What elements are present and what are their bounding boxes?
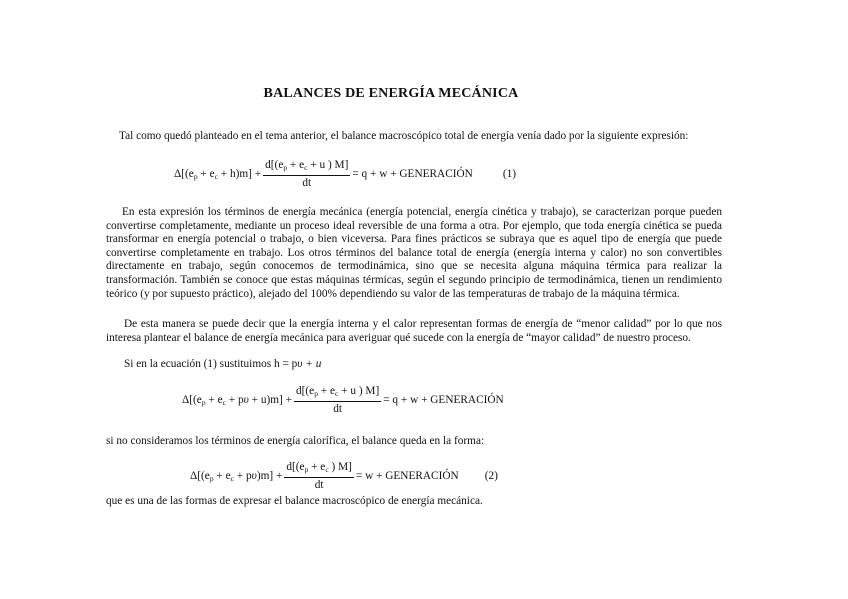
equation-2 <box>190 460 498 492</box>
eq1-left: $\Delta[(e_p + e_c + h)m]$ + <box>174 167 262 181</box>
eq3-number: (2) <box>484 470 498 482</box>
eq1-numerator: $d[(e_p + e_c + u$ ) M] <box>263 158 350 176</box>
eq1-denominator: dt <box>302 177 312 189</box>
eq3-numerator: $d[(e_p + e_c$ ) M] <box>284 460 354 478</box>
eq3-fraction <box>284 460 354 492</box>
eq3-right: = w + GENERACIÓN <box>355 470 459 482</box>
paragraph-conclusion: que es una de las formas de expresar el balance macroscópico de energía mecánica. <box>106 495 483 507</box>
paragraph-quality: De esta manera se puede decir que la energía interna y el calor representan formas de energía de “menor calidad” por lo que nos interesa plantear el balance de energía mecánica para averiguar qué sucede con la energía de “mayor calidad” de nuestro proceso. <box>106 318 722 344</box>
eq2-denominator: dt <box>333 403 342 415</box>
page-title: BALANCES DE ENERGÍA MECÁNICA <box>263 86 519 101</box>
eq2-numerator: $d[(e_p + e_c + u$ ) M] <box>294 384 381 402</box>
intro-paragraph: Tal como quedó planteado en el tema anterior, el balance macroscópico total de energía venía dado por la siguiente expresión: <box>119 130 689 142</box>
equation-1 <box>174 158 516 190</box>
eq2-fraction <box>294 384 381 416</box>
eq1-number: (1) <box>502 168 517 180</box>
paragraph-mechanical-energy: En esta expresión los términos de energía mecánica (energía potencial, energía cinética y trabajo), se caracterizan porque pueden convertirse completamente, mediante un proceso ideal reversible de una forma a otra. Por ejemplo, que toda energía cinética se pueda transformar en energía potencial o trabajo, o bien viceversa. Para fines prácticos se subraya que es aquel tipo de energía que puede convertirse completamente en trabajo. Los otros términos del balance total de energía (energía interna y calor) no son convertibles directamente en trabajo, según conocemos de termodinámica, sino que se necesita alguna máquina térmica para realizar la transformación. También se conoce que estas máquinas térmicas, según el segundo principio de termodinámica, tienen un rendimiento teórico (y por supuesto práctico), alejado del 100% dependiendo su valor de las temperaturas de trabajo de la máquina térmica. <box>106 206 722 300</box>
paragraph-substitution: Si en la ecuación (1) sustituimos h = pυ + u <box>124 358 322 370</box>
eq3-left: $\Delta[(e_p + e_c + p\upsilon)m]$ + <box>190 469 283 483</box>
equation-substituted <box>182 384 504 416</box>
eq3-denominator: dt <box>314 479 324 491</box>
eq1-fraction <box>263 158 350 190</box>
paragraph-no-heat: si no consideramos los términos de energía calorífica, el balance queda en la forma: <box>106 435 485 447</box>
eq2-right: = q + w + GENERACIÓN <box>383 394 504 406</box>
eq1-right: = q + w + GENERACIÓN <box>352 168 473 180</box>
eq2-left: $\Delta[(e_p + e_c + p\upsilon + u)m]$ + <box>182 393 292 407</box>
